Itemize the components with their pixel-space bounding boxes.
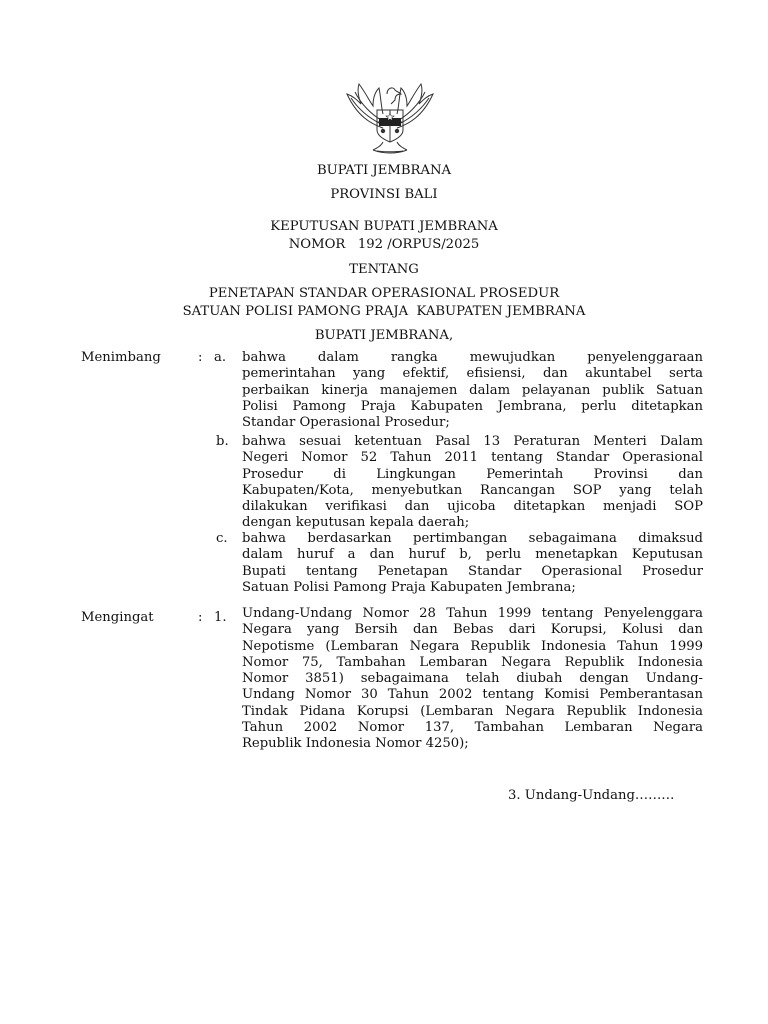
text-line: Nomor 75, Tambahan Lembaran Negara Republik Indonesia (242, 654, 703, 670)
text-line: bahwa dalam rangka mewujudkan penyelenggaraan (242, 350, 703, 365)
text-line: Tindak Pidana Korupsi (Lembaran Negara Republik Indonesia (242, 703, 703, 719)
subject-line-2: SATUAN POLISI PAMONG PRAJA KABUPATEN JEMBRANA (182, 304, 586, 319)
text-line: Undang-Undang Nomor 28 Tahun 1999 tentang Penyelenggara (242, 606, 703, 621)
garuda-emblem (343, 80, 437, 156)
text-line: Standar Operasional Prosedur; (242, 415, 450, 431)
menimbang-item-b (242, 434, 703, 532)
text-line: perbaikan kinerja manajemen dalam pelayanan publik Satuan (242, 382, 703, 398)
subject-line-1: PENETAPAN STANDAR OPERASIONAL PROSEDUR (208, 286, 560, 301)
mengingat-item-1 (242, 606, 703, 753)
mengingat-colon: : (198, 610, 203, 625)
province-title: PROVINSI BALI (330, 187, 438, 202)
text-line: pemerintahan yang efektif, efisiensi, dan akuntabel serta (242, 366, 703, 382)
menimbang-marker-a: a. (214, 350, 227, 365)
decree-title: KEPUTUSAN BUPATI JEMBRANA (270, 219, 498, 234)
menimbang-item-a (242, 350, 703, 431)
text-line: Tahun 2002 Nomor 137, Tambahan Lembaran Negara (242, 720, 703, 736)
mengingat-marker-1: 1. (214, 610, 227, 625)
text-line: Nepotisme (Lembaran Negara Republik Indonesia Tahun 1999 (242, 638, 703, 654)
text-line: bahwa berdasarkan pertimbangan sebagaimana dimaksud (242, 531, 703, 546)
issuer-heading: BUPATI JEMBRANA, (314, 328, 454, 343)
menimbang-marker-b: b. (216, 434, 229, 449)
text-line: Negara yang Bersih dan Bebas dari Korupsi, Kolusi dan (242, 622, 703, 638)
regent-title: BUPATI JEMBRANA (316, 163, 452, 178)
text-line: Negeri Nomor 52 Tahun 2011 tentang Standar Operasional (242, 450, 703, 466)
text-line: Polisi Pamong Praja Kabupaten Jembrana, perlu ditetapkan (242, 398, 703, 414)
text-line: Satuan Polisi Pamong Praja Kabupaten Jembrana; (242, 579, 576, 595)
text-line: dengan keputusan kepala daerah; (242, 515, 470, 531)
menimbang-item-c (242, 531, 703, 596)
text-line: Kabupaten/Kota, menyebutkan Rancangan SOP yang telah (242, 482, 703, 498)
text-line: Undang Nomor 30 Tahun 2002 tentang Komisi Pemberantasan (242, 687, 703, 703)
mengingat-label: Mengingat (81, 610, 154, 625)
next-page-reference: 3. Undang-Undang……… (508, 788, 675, 803)
text-line: dalam huruf a dan huruf b, perlu menetapkan Keputusan (242, 547, 703, 563)
menimbang-marker-c: c. (216, 531, 228, 546)
text-line: Nomor 3851) sebagaimana telah diubah dengan Undang- (242, 671, 703, 687)
about-heading: TENTANG (349, 262, 419, 277)
text-line: Prosedur di Lingkungan Pemerintah Provinsi dan (242, 466, 703, 482)
text-line: Republik Indonesia Nomor 4250); (242, 736, 469, 752)
text-line: dilakukan verifikasi dan ujicoba ditetapkan menjadi SOP (242, 499, 703, 515)
menimbang-label: Menimbang (81, 350, 161, 365)
decree-number: NOMOR 192 /ORPUS/2025 (288, 237, 480, 252)
menimbang-colon: : (198, 350, 203, 365)
text-line: Bupati tentang Penetapan Standar Operasional Prosedur (242, 563, 703, 579)
text-line: bahwa sesuai ketentuan Pasal 13 Peraturan Menteri Dalam (242, 434, 703, 449)
